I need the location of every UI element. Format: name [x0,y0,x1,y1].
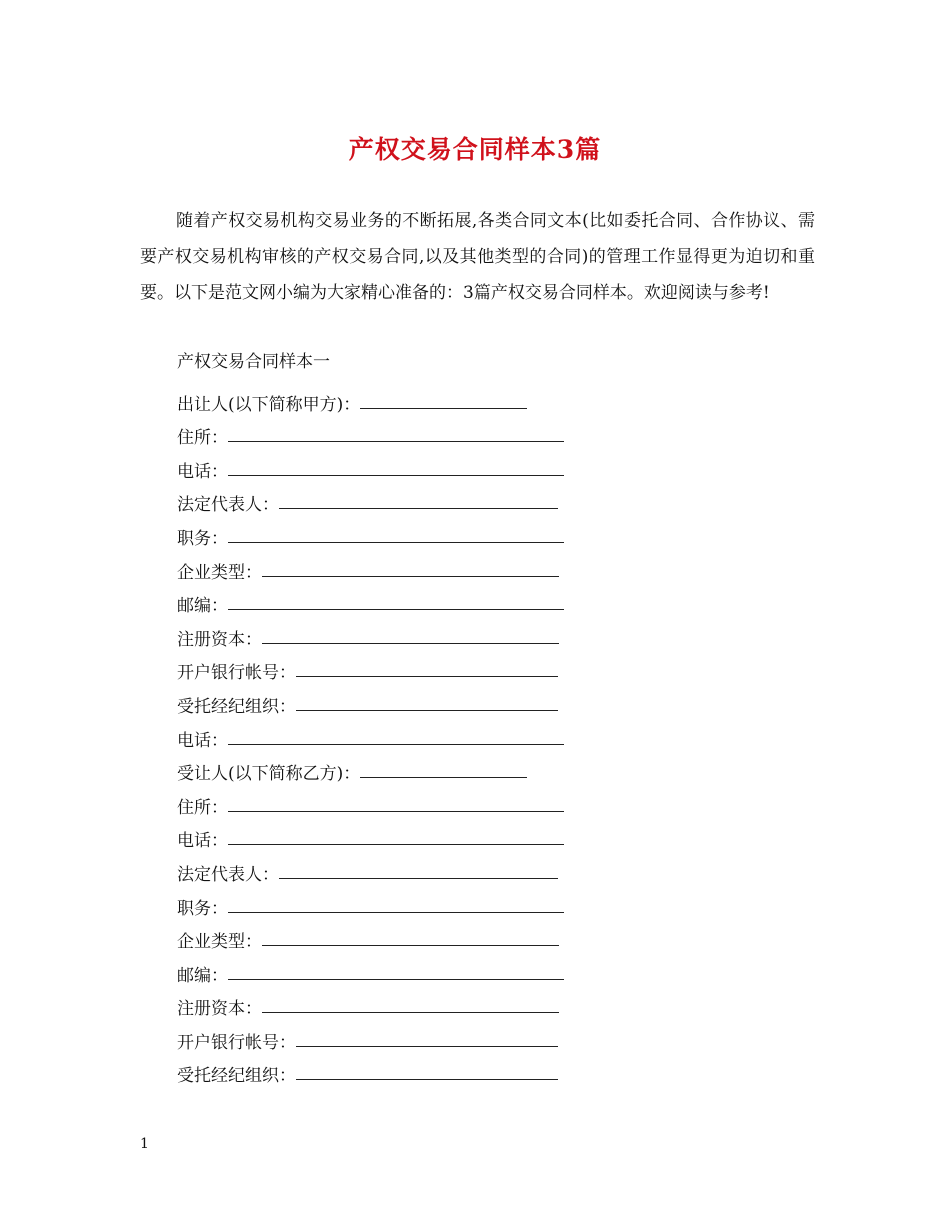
field-row [177,650,577,684]
field-label: 开户银行帐号： [177,663,296,684]
field-label: 企业类型： [177,562,262,583]
blank-line [228,744,564,745]
blank-line [360,777,527,778]
document-title: 产权交易合同样本3篇 [348,135,602,164]
blank-line [262,945,559,946]
field-label: 住所： [177,797,228,818]
blank-line [262,576,559,577]
blank-line [228,811,564,812]
field-label: 住所： [177,428,228,449]
intro-paragraph: 随着产权交易机构交易业务的不断拓展,各类合同文本(比如委托合同、合作协议、需要产权交易机构审核的产权交易合同,以及其他类型的合同)的管理工作显得更为迫切和重要。以下是范文网小编为大家精心准备的：3篇产权交易合同样本。欢迎阅读与参考! [140,211,815,303]
field-row [177,381,577,415]
contract-fields [177,381,577,1086]
blank-line [279,878,558,879]
field-label: 注册资本： [177,629,262,650]
blank-line [296,676,558,677]
field-label: 电话： [177,831,228,852]
field-label: 职务： [177,898,228,919]
field-label: 法定代表人： [177,864,279,885]
blank-line [360,408,527,409]
field-row [177,919,577,953]
field-label: 法定代表人： [177,495,279,516]
blank-line [228,609,564,610]
field-row [177,515,577,549]
blank-line [262,1012,559,1013]
field-row [177,818,577,852]
field-label: 受托经纪组织： [177,696,296,717]
field-label: 出让人(以下简称甲方)： [177,394,361,415]
field-row [177,1053,577,1087]
field-label: 开户银行帐号： [177,1032,296,1053]
field-row [177,683,577,717]
field-row [177,415,577,449]
field-row [177,482,577,516]
field-row [177,986,577,1020]
blank-line [228,475,564,476]
blank-line [279,508,558,509]
blank-line [296,1079,558,1080]
blank-line [228,542,564,543]
field-label: 注册资本： [177,999,262,1020]
field-label: 职务： [177,528,228,549]
blank-line [228,979,564,980]
field-label: 受托经纪组织： [177,1066,296,1087]
field-row [177,583,577,617]
field-label: 企业类型： [177,932,262,953]
field-row [177,784,577,818]
field-label: 受让人(以下简称乙方)： [177,764,361,785]
field-label: 邮编： [177,965,228,986]
blank-line [296,1046,558,1047]
field-label: 电话： [177,730,228,751]
field-row [177,952,577,986]
field-row [177,851,577,885]
field-row [177,549,577,583]
field-row [177,885,577,919]
blank-line [262,643,559,644]
page-number: 1 [140,1136,149,1152]
field-label: 邮编： [177,596,228,617]
field-row [177,1019,577,1053]
field-row [177,751,577,785]
section-title: 产权交易合同样本一 [177,352,330,372]
blank-line [296,710,558,711]
blank-line [228,844,564,845]
blank-line [228,912,564,913]
blank-line [228,441,564,442]
field-label: 电话： [177,461,228,482]
field-row [177,616,577,650]
field-row [177,717,577,751]
field-row [177,448,577,482]
